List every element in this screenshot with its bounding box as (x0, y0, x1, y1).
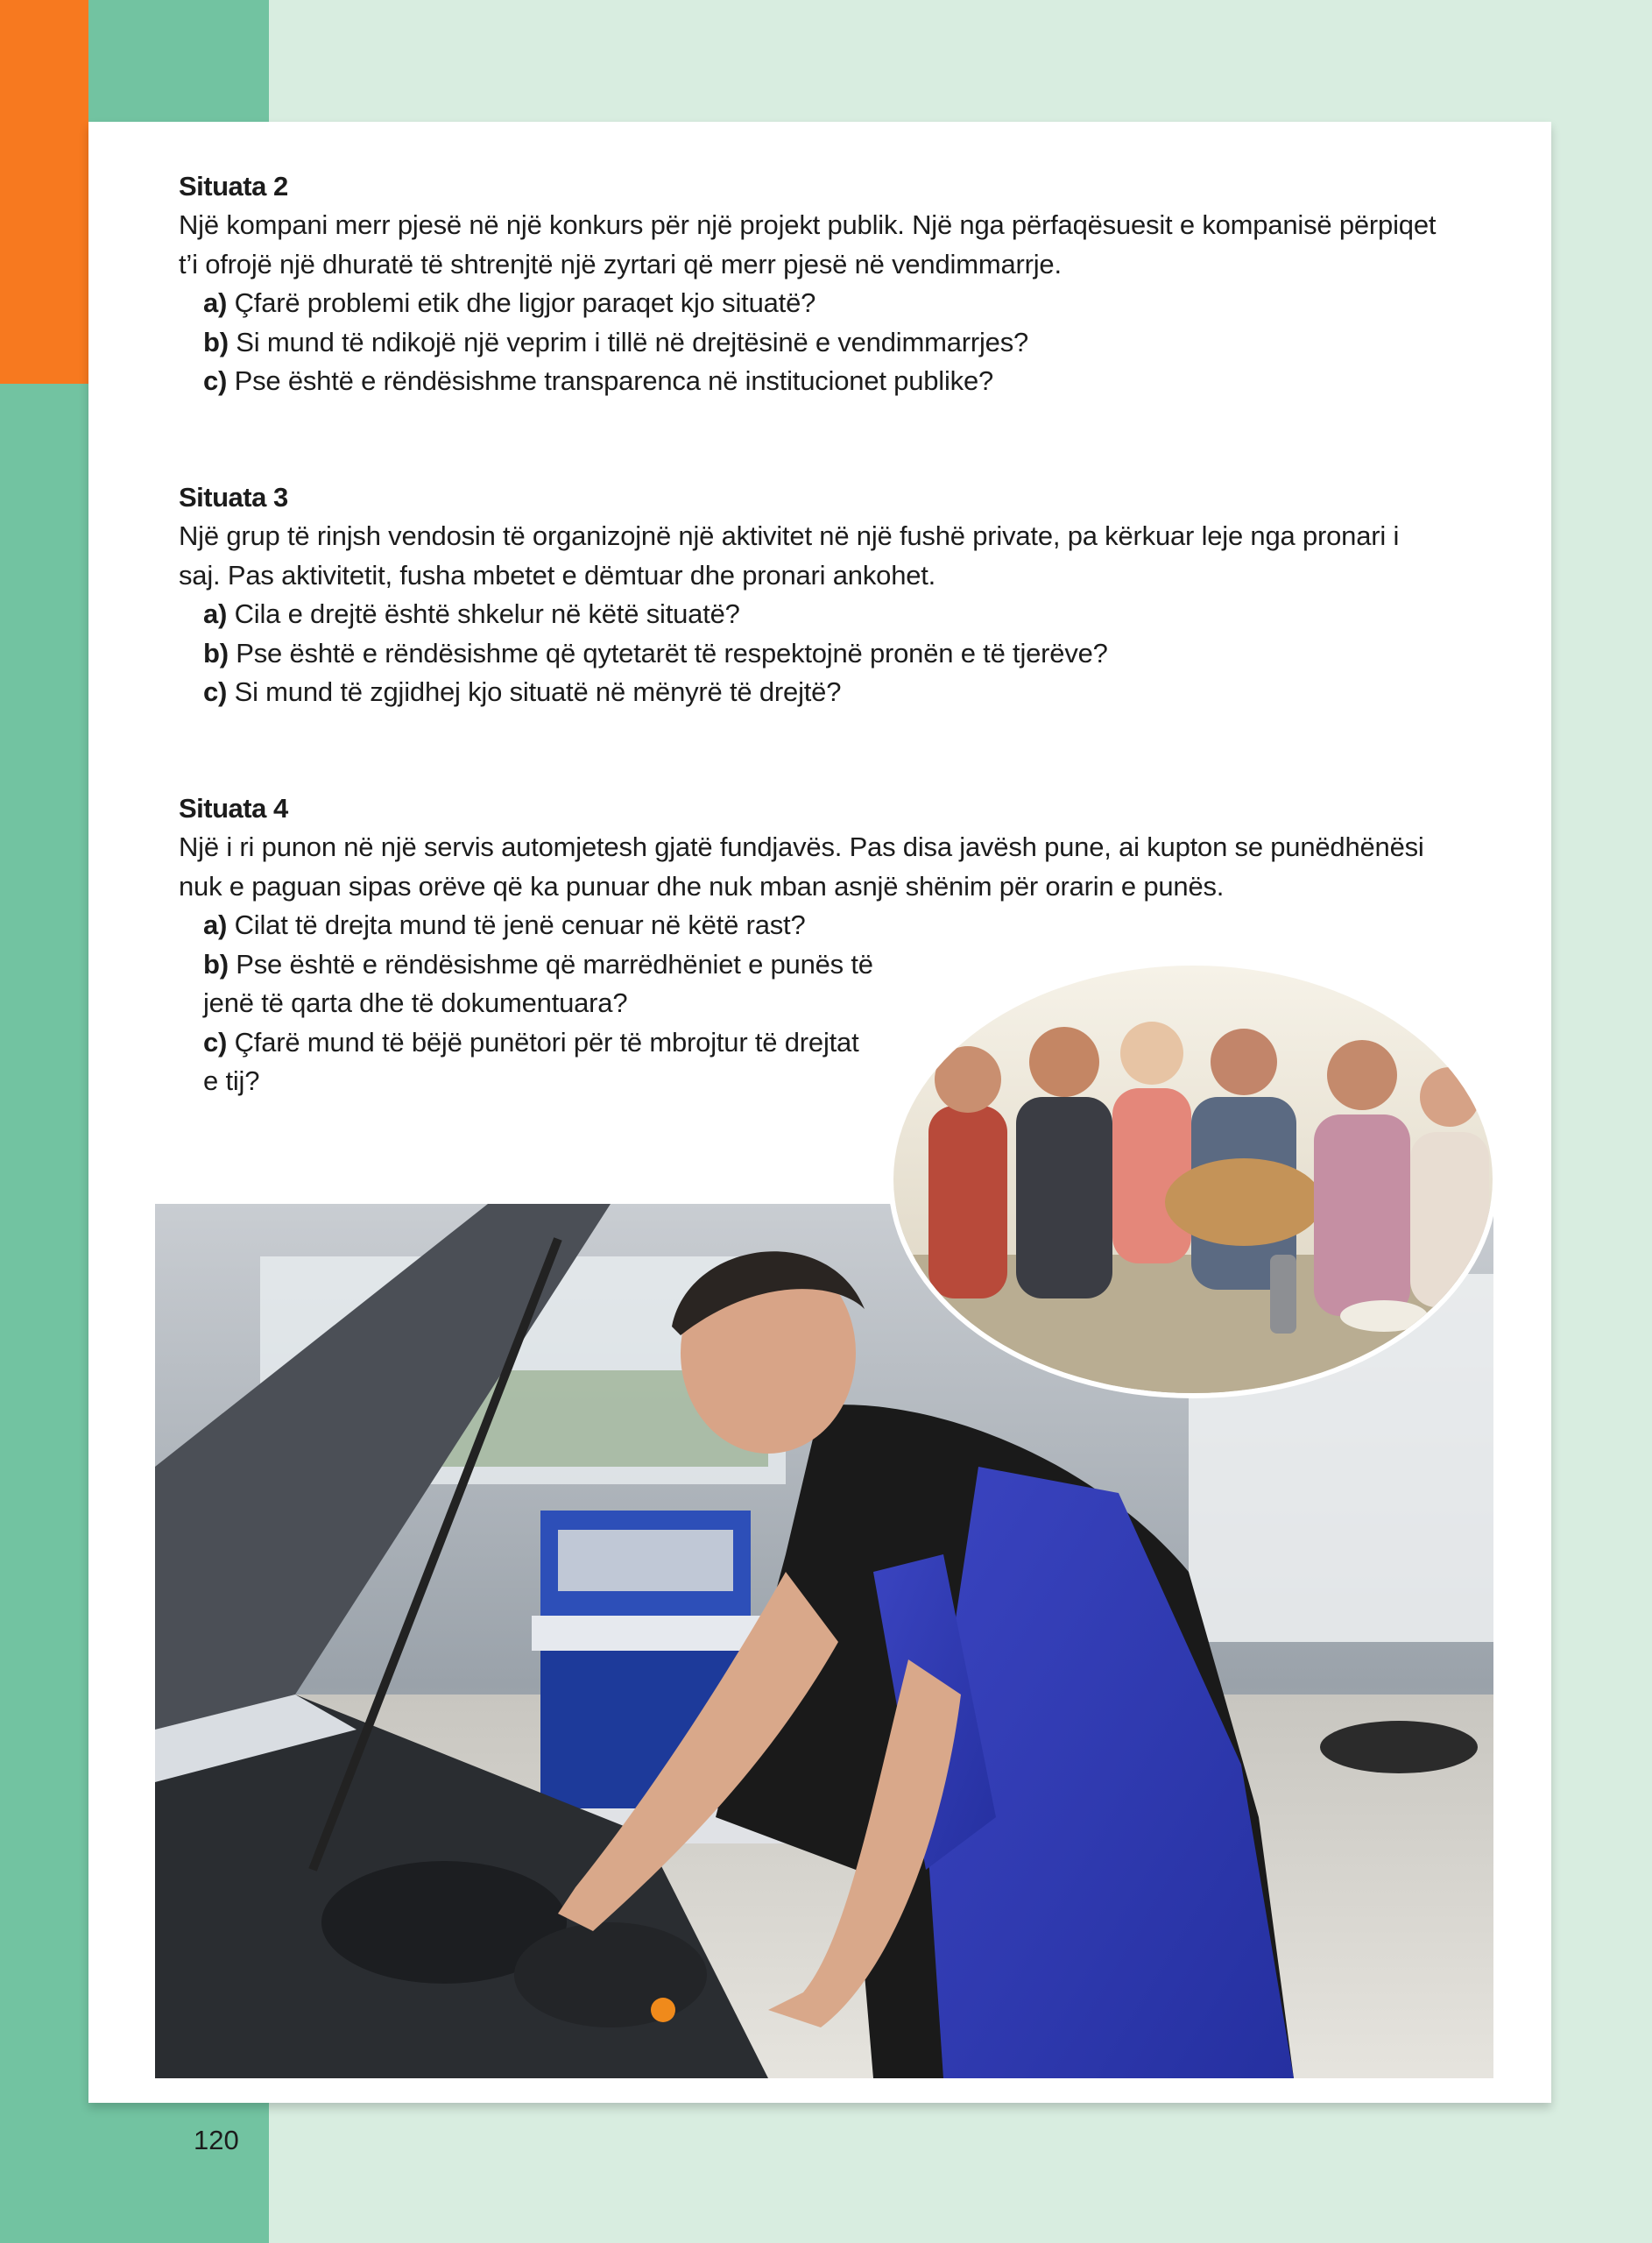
question-text: Si mund të zgjidhej kjo situatë në mënyrë të drejtë? (234, 676, 842, 707)
left-orange-tab (0, 0, 88, 384)
situation-title: Situata 2 (179, 171, 288, 202)
question-label: a) (203, 909, 228, 940)
question-label: c) (203, 1026, 228, 1058)
question-label: a) (203, 287, 228, 318)
question-c (179, 673, 1440, 712)
question-b (179, 323, 1440, 363)
question-text: Çfarë problemi etik dhe ligjor paraqet kjo situatë? (234, 287, 816, 318)
question-a (179, 906, 1440, 945)
question-label: b) (203, 948, 229, 980)
question-b (179, 634, 1440, 674)
situation-body: Një grup të rinjsh vendosin të organizojnë një aktivitet në një fushë private, pa kërkuar leje nga pronari i saj. Pas aktivitetit, fusha mbetet e dëmtuar dhe pronari ankohet. (179, 520, 1400, 591)
question-c (179, 362, 1440, 401)
question-text: Pse është e rëndësishme që marrëdhëniet e punës të jenë të qarta dhe të dokumentuara? (203, 948, 873, 1018)
question-label: c) (203, 676, 228, 707)
friends-photo (888, 960, 1498, 1398)
situation-3 (179, 478, 1440, 712)
question-text: Pse është e rëndësishme që qytetarët të respektojnë pronën e të tjerëve? (236, 637, 1108, 669)
situation-body: Një kompani merr pjesë në një konkurs për një projekt publik. Një nga përfaqësuesit e kompanisë përpiqet t’i ofrojë një dhuratë të shtrenjtë një zyrtari që merr pjesë në vendimmarrje. (179, 209, 1437, 279)
question-text: Pse është e rëndësishme transparenca në institucionet publike? (234, 365, 994, 396)
question-a (179, 595, 1440, 634)
question-text: Si mund të ndikojë një veprim i tillë në drejtësinë e vendimmarrjes? (236, 326, 1029, 357)
question-label: b) (203, 637, 229, 669)
question-text: Cilat të drejta mund të jenë cenuar në këtë rast? (234, 909, 806, 940)
question-text: Çfarë mund të bëjë punëtori për të mbrojtur të drejtat e tij? (203, 1026, 859, 1096)
situation-title: Situata 3 (179, 482, 288, 513)
question-text: Cila e drejtë është shkelur në këtë situatë? (234, 598, 740, 629)
question-a (179, 284, 1440, 323)
question-label: a) (203, 598, 228, 629)
situation-title: Situata 4 (179, 793, 288, 824)
page-number: 120 (194, 2125, 239, 2155)
situation-2 (179, 167, 1440, 401)
question-c (179, 1023, 869, 1101)
situation-body: Një i ri punon në një servis automjetesh gjatë fundjavës. Pas disa javësh pune, ai kupton se punëdhënësi nuk e paguan sipas orëve që ka punuar dhe nuk mban asnjë shënim për orarin e punës. (179, 831, 1424, 902)
photo-friends-picnic-icon (893, 966, 1498, 1398)
question-b (179, 945, 921, 1023)
question-label: b) (203, 326, 229, 357)
question-label: c) (203, 365, 228, 396)
page-sheet (88, 122, 1551, 2103)
